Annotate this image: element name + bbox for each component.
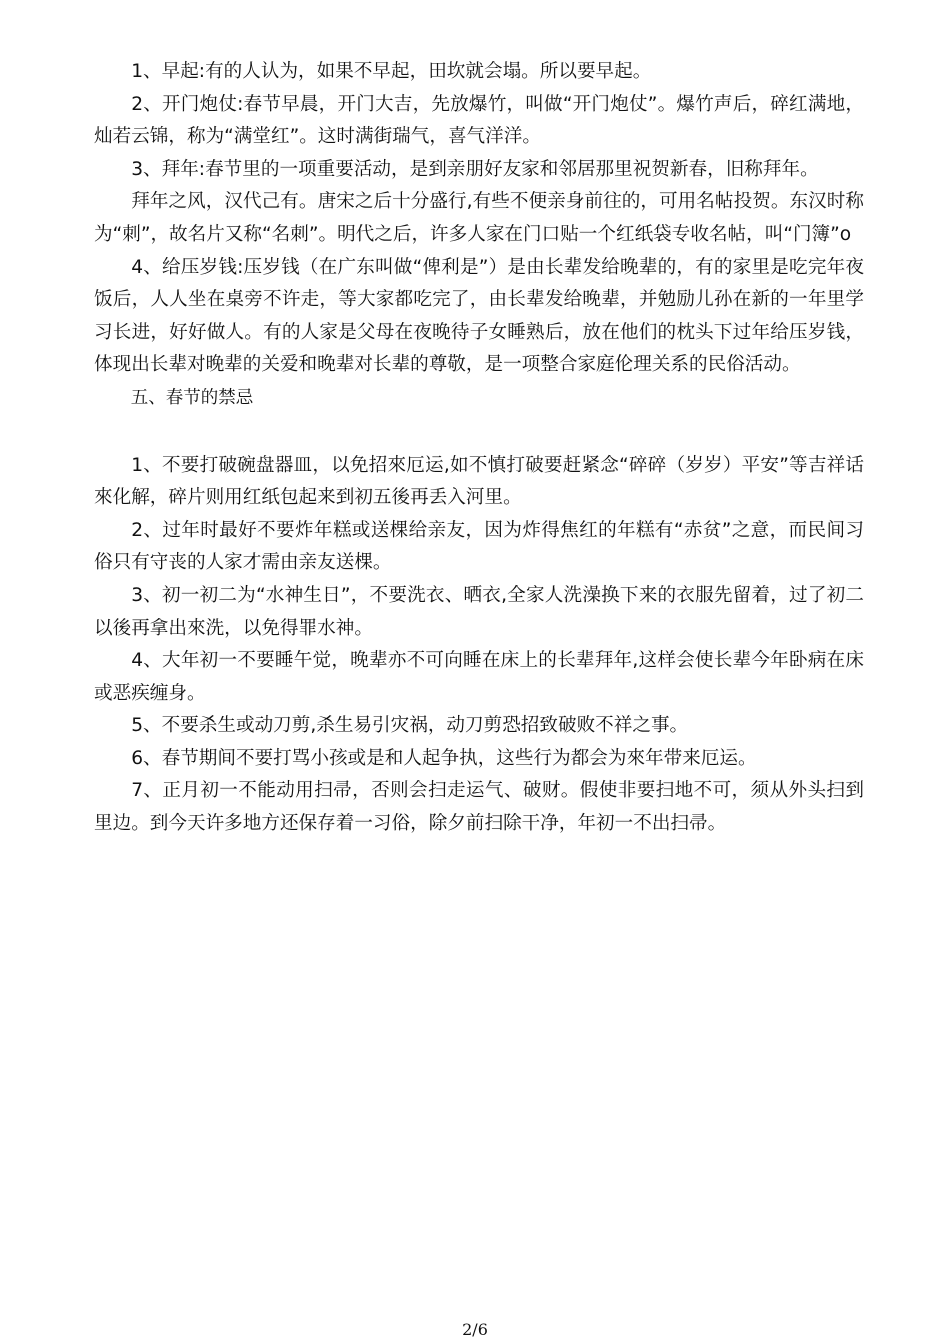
section-heading-taboos: 五、春节的禁忌 bbox=[130, 387, 254, 408]
page-number: 2/6 bbox=[462, 1320, 488, 1339]
taboo-item-6: 6、春节期间不要打骂小孩或是和人起争执，这些行为都会为來年带来厄运。 bbox=[131, 747, 757, 769]
taboo-item-1: 1、不要打破碗盘器皿，以免招來厄运,如不慎打破要赶紧念“碎碎（岁岁）平安”等吉祥话來化解，碎片则用红纸包起来到初五後再丢入河里。 bbox=[94, 454, 864, 509]
paragraph-visit-history: 拜年之风，汉代己有。唐宋之后十分盛行,有些不便亲身前往的，可用名帖投贺。东汉时称为“刺”，故名片又称“名刺”。明代之后，许多人家在门口贴一个红纸袋专收名帖，叫“门簿”o bbox=[94, 191, 864, 245]
section-spacer bbox=[94, 415, 864, 450]
paragraph-door-firecrackers: 2、开门炮仗:春节早晨，开门大吉，先放爆竹，叫做“开门炮仗”。爆竹声后，碎红满地，灿若云锦，称为“满堂红”。这时满街瑞气，喜气洋洋。 bbox=[94, 93, 864, 148]
paragraph-lucky-money: 4、给压岁钱:压岁钱（在广东叫做“俾利是”）是由长辈发给晚辈的，有的家里是吃完年夜饭后，人人坐在桌旁不许走，等大家都吃完了，由长辈发给晚辈，并勉励儿孙在新的一年里学习长进，好好做人。有的人家是父母在夜晚待子女睡熟后，放在他们的枕头下过年给压岁钱，体现出长辈对晚辈的关爱和晚辈对长辈的尊敬，是一项整合家庭伦理关系的民俗活动。 bbox=[94, 256, 864, 376]
taboo-item-3: 3、初一初二为“水神生日”，不要洗衣、晒衣,全家人洗澡换下来的衣服先留着，过了初二以後再拿出來洗，以免得罪水神。 bbox=[94, 584, 864, 639]
taboo-item-7: 7、正月初一不能动用扫帚，否则会扫走运气、破财。假使非要扫地不可，须从外头扫到里边。到今天许多地方还保存着一习俗，除夕前扫除干净，年初一不出扫帚。 bbox=[94, 780, 864, 835]
paragraph-new-year-visits: 3、拜年:春节里的一项重要活动，是到亲朋好友家和邻居那里祝贺新春，旧称拜年。 bbox=[131, 158, 819, 180]
taboo-item-2: 2、过年时最好不要炸年糕或送棵给亲友，因为炸得焦红的年糕有“赤贫”之意，而民间习俗只有守丧的人家才需由亲友送棵。 bbox=[94, 519, 864, 574]
document-body bbox=[94, 56, 864, 841]
taboo-item-4: 4、大年初一不要睡午觉，晚辈亦不可向睡在床上的长辈拜年,这样会使长辈今年卧病在床或恶疾缠身。 bbox=[94, 650, 864, 704]
taboo-item-5: 5、不要杀生或动刀剪,杀生易引灾祸，动刀剪恐招致破败不祥之事。 bbox=[131, 715, 689, 737]
paragraph-early-rising: 1、早起:有的人认为，如果不早起，田坎就会塌。所以要早起。 bbox=[131, 61, 652, 82]
